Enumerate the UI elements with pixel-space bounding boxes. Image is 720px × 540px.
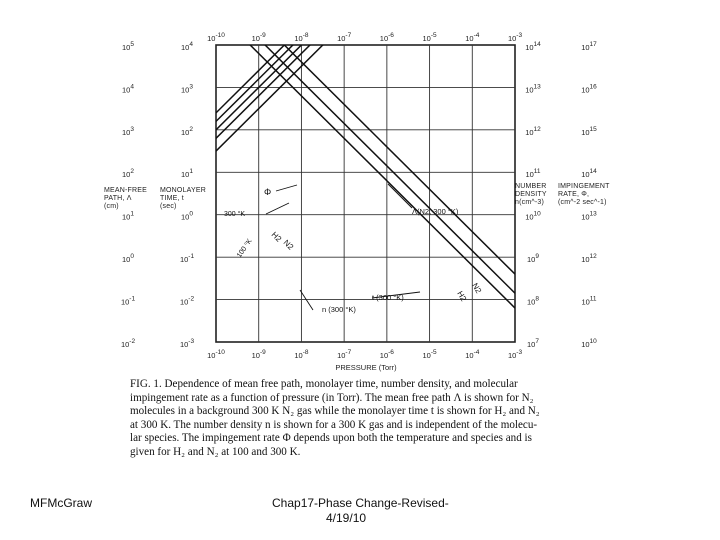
right-axis-label-number-density [515,183,547,207]
label-h2-left: H2 [269,230,284,244]
grid [216,45,515,342]
right-axis-label-number-density-line: DENSITY [515,191,547,198]
left-axis-label-mean-free-path [104,187,147,211]
y-tick-label-right: 1014 [525,41,541,52]
label-phi: Φ [264,187,272,197]
y-tick-label-right: 1017 [581,41,597,52]
y-tick-label-right: 1015 [581,125,597,137]
label-n300: n (300 °K) [322,305,356,314]
footer-title: Chap17-Phase Change-Revised- [272,496,449,510]
right-axis-label-impingement-rate-line: (cm^-2 sec^-1) [558,199,607,206]
y-tick-label-left: 10-1 [120,295,136,307]
x-tick-label-top: 10-5 [422,32,437,43]
y-tick-label-right: 1016 [581,83,597,95]
series-line [216,11,515,308]
leader-phi [276,185,297,191]
right-axis-label-impingement-rate [558,183,610,207]
y-tick-label-left: 10-1 [179,253,195,264]
caption-line: impingement rate as a function of pressure (in Torr). The mean free path Λ is shown for N₂ [130,391,534,404]
left-axis-label-monolayer-time-line: MONOLAYER [160,187,207,194]
left-axis-label-mean-free-path-line: MEAN-FREE [104,187,148,194]
caption-line: given for H₂ and N₂ at 100 and 300 K. [130,445,301,458]
y-tick-label-left: 104 [122,83,134,95]
series-line [216,0,515,130]
x-tick-label-top: 10-8 [294,32,309,43]
y-tick-label-right: 1011 [525,168,541,180]
series-line [216,0,515,121]
plot-frame [216,45,515,342]
footer-author: MFMcGraw [30,496,92,510]
y-tick-label-left: 102 [122,168,134,180]
leader-300k [266,203,289,214]
y-tick-label-right: 109 [527,253,539,264]
y-tick-label-left: 10-3 [179,337,195,349]
y-tick-label-left: 103 [181,83,193,95]
x-tick-label-top: 10-10 [207,32,225,43]
label-t300: t (300 °K) [372,293,404,302]
y-tick-label-right: 1014 [581,168,597,180]
caption-line: at 300 K. The number density n is shown for a 300 K gas and is independent of the molecu- [130,418,538,431]
left-axis-label-mean-free-path-line: (cm) [104,203,119,210]
y-tick-label-right: 107 [527,337,539,349]
right-axis-label-number-density-line: NUMBER [515,183,547,190]
x-tick-label-bottom: 10-4 [465,349,480,360]
y-tick-label-left: 103 [122,125,134,137]
y-tick-label-right: 1010 [525,210,541,222]
y-tick-label-right: 1011 [581,295,597,307]
x-axis-title: PRESSURE (Torr) [335,363,397,372]
label-lambda: Λ(N2, 300 °K) [412,207,459,216]
x-tick-label-top: 10-7 [337,32,352,43]
series-line [216,0,515,293]
caption-line: lar species. The impingement rate Φ depends upon both the temperature and species and is [130,432,532,445]
x-tick-label-bottom: 10-6 [379,349,394,360]
y-tick-label-left: 10-2 [120,337,136,349]
x-tick-label-top: 10-6 [379,32,394,43]
caption-line: molecules in a background 300 K N₂ gas while the monolayer time t is shown for H₂ and N₂ [130,405,540,418]
y-tick-label-left: 101 [181,168,193,180]
right-axis-label-impingement-rate-line: RATE, Φ, [558,191,590,198]
y-tick-label-left: 102 [181,125,193,137]
y-tick-label-left: 10-2 [179,295,195,307]
figure-caption [130,378,608,460]
x-tick-label-bottom: 10-9 [251,349,266,360]
footer-date: 4/19/10 [326,511,367,525]
y-tick-label-left: 101 [122,210,134,222]
series-lines [216,0,515,308]
label-100k: 100 °K [235,237,254,260]
right-axis-label-impingement-rate-line: IMPINGEMENT [558,183,610,190]
label-h2-right: H2 [455,289,469,303]
y-tick-label-right: 1013 [581,210,597,222]
x-tick-label-top: 10-9 [251,32,266,43]
left-axis-label-monolayer-time-line: (sec) [160,203,177,210]
y-tick-label-right: 1012 [525,125,541,137]
x-tick-label-bottom: 10-3 [507,349,523,360]
y-tick-label-right: 1012 [581,253,597,264]
label-300k: 300 °K [224,211,246,218]
y-tick-label-left: 105 [122,41,134,52]
caption-line: FIG. 1. Dependence of mean free path, monolayer time, number density, and molecular [130,378,518,390]
y-tick-label-right: 1010 [581,337,597,349]
label-n2-left: N2 [281,238,296,252]
left-axis-label-mean-free-path-line: PATH, Λ [104,195,132,202]
x-tick-label-bottom: 10-8 [294,349,309,360]
right-axis-label-number-density-line: n(cm^-3) [515,199,544,206]
x-tick-label-bottom: 10-7 [337,349,352,360]
left-axis-label-monolayer-time [160,187,206,211]
label-n2-right: N2 [470,281,484,295]
y-tick-label-left: 100 [181,210,193,222]
x-tick-label-top: 10-3 [507,32,523,43]
x-tick-label-bottom: 10-10 [207,349,225,360]
left-axis-label-monolayer-time-line: TIME, t [160,195,184,202]
x-tick-label-bottom: 10-5 [422,349,437,360]
y-tick-label-right: 108 [527,295,539,307]
series-line [216,0,515,151]
y-tick-label-left: 104 [181,41,193,52]
y-tick-label-right: 1013 [525,83,541,95]
x-tick-label-top: 10-4 [465,32,480,43]
y-tick-label-left: 100 [122,253,134,264]
